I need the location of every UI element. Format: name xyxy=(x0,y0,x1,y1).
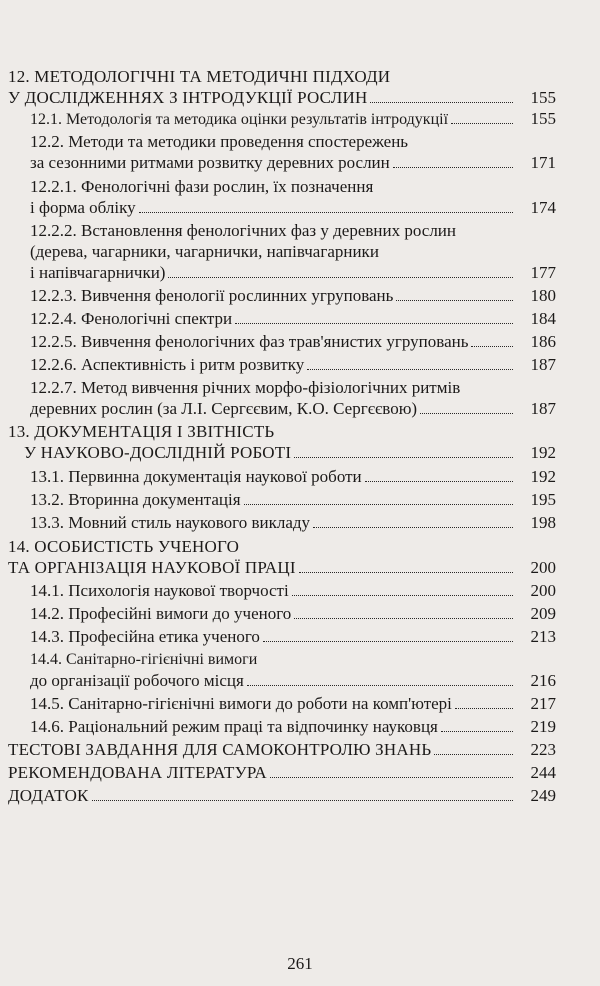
toc-page-number: 200 xyxy=(530,558,556,577)
toc-page-number: 171 xyxy=(530,153,556,172)
dot-leader xyxy=(434,754,513,755)
toc-entry[interactable] xyxy=(0,108,600,130)
toc-entry-text: 14.3. Професійна етика ученого xyxy=(30,627,260,646)
toc-entry[interactable] xyxy=(0,66,600,108)
toc-entry[interactable] xyxy=(0,693,600,714)
toc-entry[interactable] xyxy=(0,512,600,533)
toc-page-number: 187 xyxy=(530,355,556,374)
toc-entry-text: РЕКОМЕНДОВАНА ЛІТЕРАТУРА xyxy=(8,763,267,782)
dot-leader xyxy=(92,800,513,801)
dot-leader xyxy=(294,618,513,619)
toc-entry-text: 14.5. Санітарно-гігієнічні вимоги до роботи на комп'ютері xyxy=(30,694,452,713)
dot-leader xyxy=(451,123,513,124)
toc-entry[interactable] xyxy=(0,762,600,783)
dot-leader xyxy=(370,102,513,103)
toc-entry[interactable] xyxy=(0,536,600,578)
toc-entry[interactable] xyxy=(0,354,600,375)
toc-entry-text: 12.2. Методи та методики проведення спостережень xyxy=(30,132,409,151)
toc-entry[interactable] xyxy=(0,739,600,760)
toc-entry-text: ДОДАТОК xyxy=(8,786,89,805)
toc-page-number: 217 xyxy=(530,694,556,713)
dot-leader xyxy=(168,277,513,278)
toc-entry-text: 12.1. Методологія та методика оцінки результатів інтродукції xyxy=(30,111,449,128)
toc-entry-text: 14.2. Професійні вимоги до ученого xyxy=(30,604,292,623)
toc-entry[interactable] xyxy=(0,580,600,601)
toc-entry-text: і напівчагарнички) xyxy=(30,263,166,282)
toc-entry-text: до організації робочого місця xyxy=(30,671,244,690)
toc-page-number: 177 xyxy=(530,263,556,282)
toc-page-number: 184 xyxy=(530,309,556,328)
toc-entry[interactable] xyxy=(0,603,600,624)
toc-page-number: 209 xyxy=(530,604,556,623)
toc-page-number: 244 xyxy=(530,763,556,782)
toc-page-number: 180 xyxy=(530,286,556,305)
dot-leader xyxy=(471,346,513,347)
toc-entry-text: 12.2.2. Встановлення фенологічних фаз у деревних рослин xyxy=(30,221,457,240)
toc-page-number: 192 xyxy=(530,467,556,486)
toc-page-number: 174 xyxy=(530,198,556,217)
toc-entry[interactable] xyxy=(0,131,600,173)
dot-leader xyxy=(292,595,513,596)
toc-entry[interactable] xyxy=(0,377,600,419)
toc-entry-text: 13. ДОКУМЕНТАЦІЯ І ЗВІТНІСТЬ xyxy=(8,422,275,441)
toc-entry[interactable] xyxy=(0,716,600,737)
toc-entry[interactable] xyxy=(0,785,600,806)
toc-entry-text: У ДОСЛІДЖЕННЯХ З ІНТРОДУКЦІЇ РОСЛИН xyxy=(8,88,368,107)
toc-entry-text: ТА ОРГАНІЗАЦІЯ НАУКОВОЇ ПРАЦІ xyxy=(8,558,296,577)
dot-leader xyxy=(270,777,513,778)
toc-page-number: 195 xyxy=(530,490,556,509)
toc-entry-text: 12.2.4. Фенологічні спектри xyxy=(30,309,233,328)
toc-page-number: 249 xyxy=(530,786,556,805)
dot-leader xyxy=(244,504,513,505)
toc-entry-text: У НАУКОВО-ДОСЛІДНІЙ РОБОТІ xyxy=(24,443,292,462)
toc-page-number: 200 xyxy=(530,581,556,600)
toc-entry[interactable] xyxy=(0,626,600,647)
dot-leader xyxy=(235,323,513,324)
dot-leader xyxy=(313,527,513,528)
toc-entry[interactable] xyxy=(0,220,600,283)
toc-entry-text: 12.2.6. Аспективність і ритм розвитку xyxy=(30,355,305,374)
dot-leader xyxy=(247,685,513,686)
dot-leader xyxy=(365,481,513,482)
toc-page-number: 192 xyxy=(530,443,556,462)
toc-entry-text: і форма обліку xyxy=(30,198,136,217)
dot-leader xyxy=(396,300,513,301)
toc-entry-text: 12.2.5. Вивчення фенологічних фаз трав'янистих угруповань xyxy=(30,332,469,351)
toc-entry-text: 13.2. Вторинна документація xyxy=(30,490,241,509)
toc-entry[interactable] xyxy=(0,331,600,352)
page-number: 261 xyxy=(287,954,313,973)
toc-entry-text: 12.2.3. Вивчення фенології рослинних угруповань xyxy=(30,286,394,305)
toc-entry-text: 12. МЕТОДОЛОГІЧНІ ТА МЕТОДИЧНІ ПІДХОДИ xyxy=(8,67,391,86)
toc-page-number: 223 xyxy=(530,740,556,759)
dot-leader xyxy=(139,212,513,213)
toc-entry-text: деревних рослин (за Л.І. Сергєєвим, К.О. Сергєєвою) xyxy=(30,399,418,418)
toc-entry-text: 14.1. Психологія наукової творчості xyxy=(30,581,289,600)
dot-leader xyxy=(393,167,513,168)
toc-page-number: 155 xyxy=(530,109,556,128)
toc-entry-text: 12.2.1. Фенологічні фази рослин, їх позначення xyxy=(30,177,374,196)
toc-entry-text: 14.6. Раціональний режим праці та відпочинку науковця xyxy=(30,717,438,736)
toc-page-number: 155 xyxy=(530,88,556,107)
toc-entry-text: 14. ОСОБИСТІСТЬ УЧЕНОГО xyxy=(8,537,240,556)
dot-leader xyxy=(299,572,513,573)
dot-leader xyxy=(441,731,513,732)
toc-entry-text: 14.4. Санітарно-гігієнічні вимоги xyxy=(30,651,258,668)
dot-leader xyxy=(263,641,513,642)
toc-entry[interactable] xyxy=(0,489,600,510)
dot-leader xyxy=(420,413,513,414)
toc-entry-text: за сезонними ритмами розвитку деревних рослин xyxy=(30,153,390,172)
toc-entry-text: 13.1. Первинна документація наукової роботи xyxy=(30,467,362,486)
toc-page-number: 198 xyxy=(530,513,556,532)
dot-leader xyxy=(294,457,513,458)
toc-page-number: 187 xyxy=(530,399,556,418)
toc-entry-text: (дерева, чагарники, чагарнички, напівчагарники xyxy=(30,242,379,261)
toc-entry-text: ТЕСТОВІ ЗАВДАННЯ ДЛЯ САМОКОНТРОЛЮ ЗНАНЬ xyxy=(8,740,432,759)
toc-entry-text: 12.2.7. Метод вивчення річних морфо-фізіологічних ритмів xyxy=(30,378,461,397)
toc-entry[interactable] xyxy=(0,285,600,306)
toc-page-number: 216 xyxy=(530,671,556,690)
toc-entry[interactable] xyxy=(0,649,600,691)
dot-leader xyxy=(307,369,513,370)
toc-page-number: 213 xyxy=(530,627,556,646)
toc-entry[interactable] xyxy=(0,308,600,329)
toc-entry-text: 13.3. Мовний стиль наукового викладу xyxy=(30,513,311,532)
toc-entry[interactable] xyxy=(0,466,600,487)
toc-entry[interactable] xyxy=(0,421,600,463)
dot-leader xyxy=(455,708,513,709)
toc-page-number: 219 xyxy=(530,717,556,736)
toc-entry[interactable] xyxy=(0,176,600,218)
toc-page-number: 186 xyxy=(530,332,556,351)
